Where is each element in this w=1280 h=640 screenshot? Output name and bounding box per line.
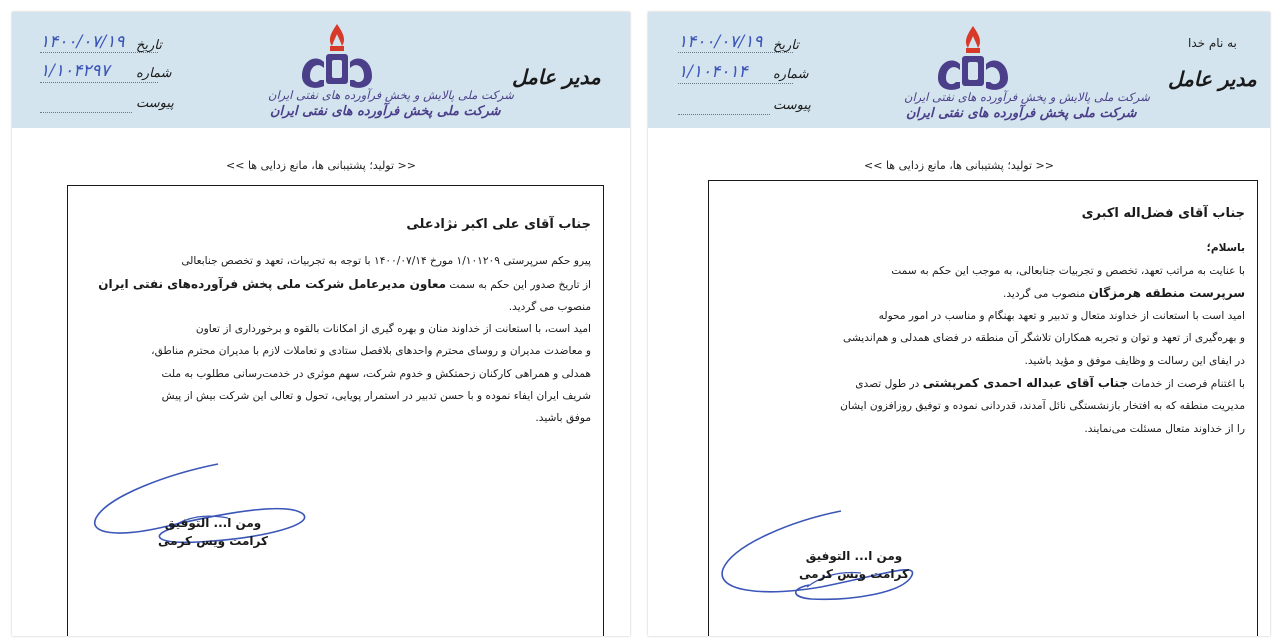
body-line: امید است، با استعانت از خداوند منان و بهره گیری از امکانات بالقوه و برخورداری از تعاون: [195, 323, 591, 336]
body-line: و بهره‌گیری از تعهد و توان و تجربه همکاران تلاشگر آن منطقه در فضای همدلی و هم‌اندیشی: [843, 332, 1245, 345]
body-line: امید است با استعانت از خداوند متعال و تدبیر و تعهد بهنگام و مناسب در امور محوله: [878, 310, 1245, 323]
body-line: با عنایت به مراتب تعهد، تخصص و تجربیات جنابعالی، به موجب این حکم به سمت: [891, 264, 1245, 277]
greeting: باسلام؛: [1206, 242, 1245, 255]
slogan: << تولید؛ پشتیبانی ها، مانع زدایی ها >>: [226, 159, 416, 172]
body-line: موفق باشید.: [535, 412, 591, 425]
body-line: همدلی و همراهی کارکنان زحمتکش و خدوم شرکت، سهم موثری در خدمت‌رسانی مطلوب به ملت: [161, 367, 591, 380]
letter-body-frame: [67, 185, 604, 636]
signatory-name: کرامت ویس کرمی: [799, 567, 909, 581]
letterhead: [648, 12, 1270, 128]
slogan: << تولید؛ پشتیبانی ها، مانع زدایی ها >>: [864, 159, 1054, 172]
number-value: ۱/۱۰۴۲۹۷: [40, 61, 110, 81]
ceo-title: مدیر عامل: [1168, 67, 1257, 91]
body-line: منصوب می گردید.: [1002, 287, 1089, 300]
number-value: ۱/۱۰۴۰۱۴: [678, 62, 748, 82]
closing-phrase: ومن ا... التوفیق: [805, 549, 903, 563]
company-name-small: شرکت ملی پالایش و پخش فرآورده های نفتی ایران: [904, 90, 1150, 104]
body-line-bold: جناب آقای عبداله احمدی کمرپشتی: [922, 376, 1128, 391]
letter-body: [729, 203, 1245, 440]
body-line: پیرو حکم سرپرستی ۱/۱۰۱۲۰۹ مورخ ۱۴۰۰/۰۷/۱۴ با توجه به تجربیات، تعهد و تخصص جنابعالی: [181, 255, 591, 268]
company-name: شرکت ملی پخش فرآورده های نفتی ایران: [906, 106, 1137, 121]
body-line: در ایفای این رسالت و وظایف موفق و مؤید باشید.: [1024, 354, 1245, 367]
letter-document-left: [12, 12, 630, 636]
date-label: تاریخ: [773, 38, 799, 53]
attachment-label: پیوست: [136, 96, 174, 111]
body-line-bold: سرپرست منطقه هرمزگان: [1088, 285, 1245, 300]
ceo-title: مدیر عامل: [512, 65, 601, 89]
attachment-label: پیوست: [773, 98, 811, 113]
letter-document-right: [648, 12, 1270, 636]
body-line: در طول تصدی: [855, 378, 923, 391]
letter-body: [93, 214, 591, 430]
signatory-name: کرامت ویس کرمی: [158, 534, 268, 548]
letter-body-frame: [708, 180, 1258, 636]
body-line: با اغتنام فرصت از خدمات: [1127, 378, 1245, 391]
basmala: به نام خدا: [1188, 36, 1237, 50]
date-value: ۱۴۰۰/۰۷/۱۹: [678, 32, 763, 52]
sign-off: [153, 516, 273, 548]
closing-phrase: ومن ا... التوفیق: [164, 516, 262, 530]
number-label: شماره: [136, 66, 172, 81]
recipient: جناب آقای فضل‌اله اکبری: [1081, 206, 1245, 221]
body-line: منصوب می گردید.: [508, 300, 591, 313]
signature-icon: [78, 456, 318, 566]
body-line: و معاضدت مدیران و روسای محترم واحدهای بلافصل ستادی و تعاملات لازم با مدیران محترم مناطق،: [151, 345, 591, 358]
company-name: شرکت ملی پخش فرآورده های نفتی ایران: [270, 104, 501, 119]
body-line-bold: معاون مدیرعامل شرکت ملی پخش فرآورده‌های نفتی ایران: [98, 276, 447, 291]
body-line: از تاریخ صدور این حکم به سمت: [446, 278, 591, 291]
body-line: شریف ایران ایفاء نموده و با حسن تدبیر در استمرار پویایی، تحول و تعالی این شرکت بیش از پیش: [161, 390, 591, 403]
company-name-small: شرکت ملی پالایش و پخش فرآورده های نفتی ایران: [268, 88, 514, 102]
sign-off: [794, 549, 914, 581]
letterhead: [12, 12, 630, 128]
date-label: تاریخ: [136, 38, 162, 53]
body-line: مدیریت منطقه که به افتخار بازنشستگی نائل آمدند، قدردانی نموده و توفیق روزافزون ایشان: [840, 400, 1245, 413]
body-line: را از خداوند متعال مسئلت می‌نمایند.: [1084, 422, 1245, 435]
number-label: شماره: [773, 67, 809, 82]
date-value: ۱۴۰۰/۰۷/۱۹: [40, 32, 125, 52]
recipient: جناب آقای علی اکبر نژادعلی: [406, 217, 591, 232]
